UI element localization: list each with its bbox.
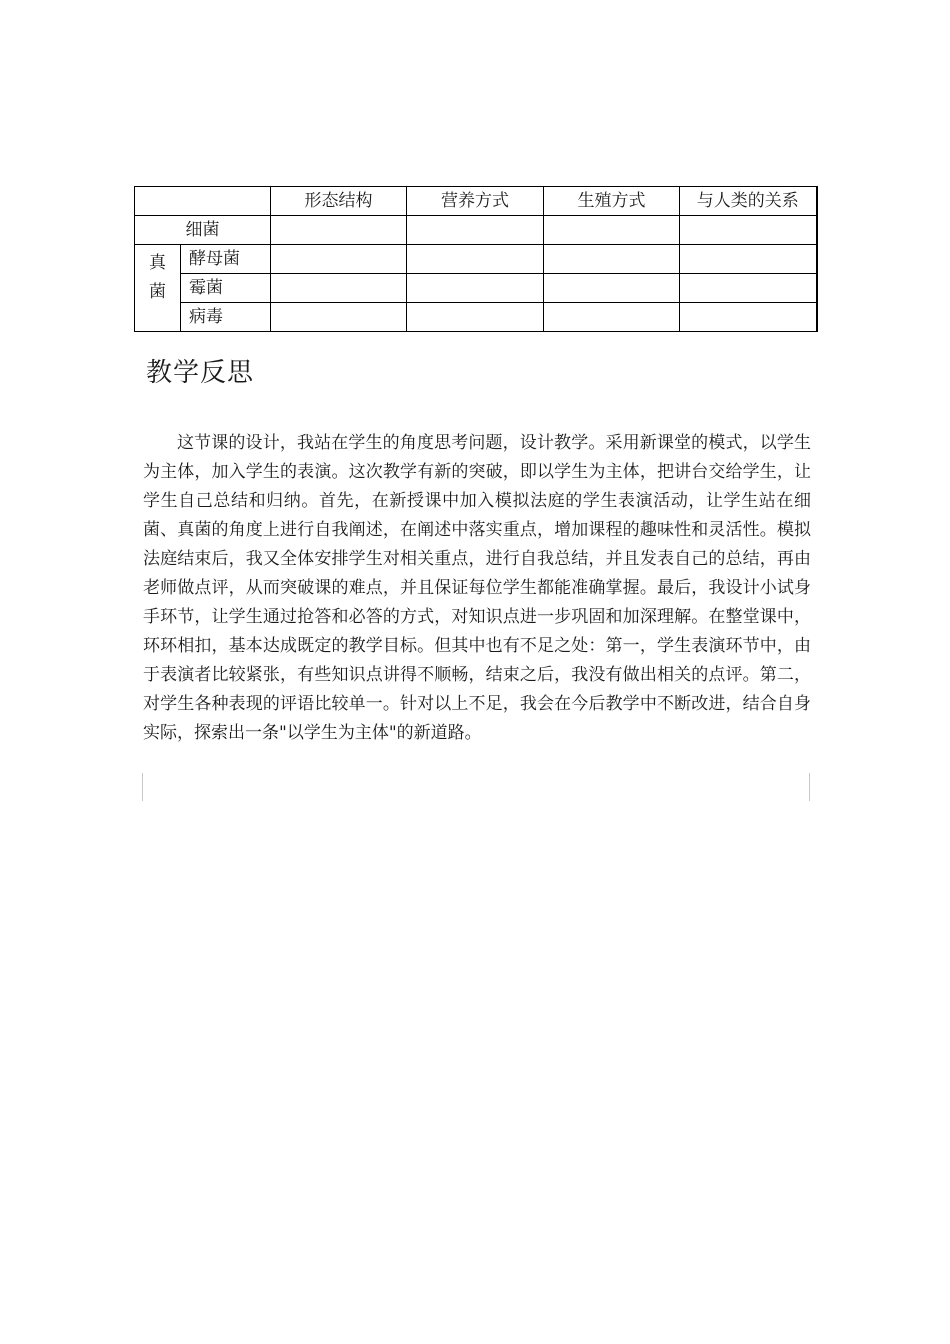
row-label-bacteria: 细菌: [135, 216, 271, 245]
table-cell: [680, 303, 817, 332]
margin-line-left: [142, 773, 143, 801]
header-morphology: 形态结构: [271, 187, 407, 216]
header-reproduction: 生殖方式: [544, 187, 680, 216]
table-row-mold: [135, 274, 817, 303]
reflection-paragraph: 这节课的设计，我站在学生的角度思考问题，设计教学。采用新课堂的模式，以学生为主体，加入学生的表演。这次教学有新的突破，即以学生为主体，把讲台交给学生，让学生自己总结和归纳。首先，在新授课中加入模拟法庭的学生表演活动，让学生站在细菌、真菌的角度上进行自我阐述，在阐述中落实重点，增加课程的趣味性和灵活性。模拟法庭结束后，我又全体安排学生对相关重点，进行自我总结，并且发表自己的总结，再由老师做点评，从而突破课的难点，并且保证每位学生都能准确掌握。最后，我设计小试身手环节，让学生通过抢答和必答的方式，对知识点进一步巩固和加深理解。在整堂课中，环环相扣，基本达成既定的教学目标。但其中也有不足之处：第一，学生表演环节中，由于表演者比较紧张，有些知识点讲得不顺畅，结束之后，我没有做出相关的点评。第二，对学生各种表现的评语比较单一。针对以上不足，我会在今后教学中不断改进，结合自身实际，探索出一条"以学生为主体"的新道路。: [143, 433, 811, 743]
table-cell: [271, 216, 407, 245]
table-cell: [271, 245, 407, 274]
table-cell: [544, 216, 680, 245]
header-human-relation: 与人类的关系: [680, 187, 817, 216]
table-row-yeast: [135, 245, 817, 274]
table-cell: [680, 245, 817, 274]
table-cell: [544, 274, 680, 303]
section-title: 教学反思: [146, 358, 255, 388]
header-nutrition: 营养方式: [407, 187, 544, 216]
table-cell: [271, 274, 407, 303]
table-cell: [407, 274, 544, 303]
row-label-mold: 霉菌: [181, 274, 271, 303]
row-label-virus: 病毒: [181, 303, 271, 332]
table-cell: [680, 274, 817, 303]
table-cell: [407, 216, 544, 245]
organism-comparison-table: [134, 186, 818, 332]
row-group-fungi: [135, 245, 181, 332]
row-label-yeast: 酵母菌: [181, 245, 271, 274]
table-cell: [407, 303, 544, 332]
table-row-virus: [135, 303, 817, 332]
table-cell: [680, 216, 817, 245]
group-char: 真: [149, 253, 166, 273]
margin-line-right: [809, 773, 810, 801]
header-corner-cell: [135, 187, 271, 216]
table-row-bacteria: [135, 216, 817, 245]
table-cell: [271, 303, 407, 332]
table-cell: [544, 303, 680, 332]
table-header-row: [135, 187, 817, 216]
table-cell: [407, 245, 544, 274]
group-char: 菌: [149, 282, 166, 302]
table-cell: [544, 245, 680, 274]
